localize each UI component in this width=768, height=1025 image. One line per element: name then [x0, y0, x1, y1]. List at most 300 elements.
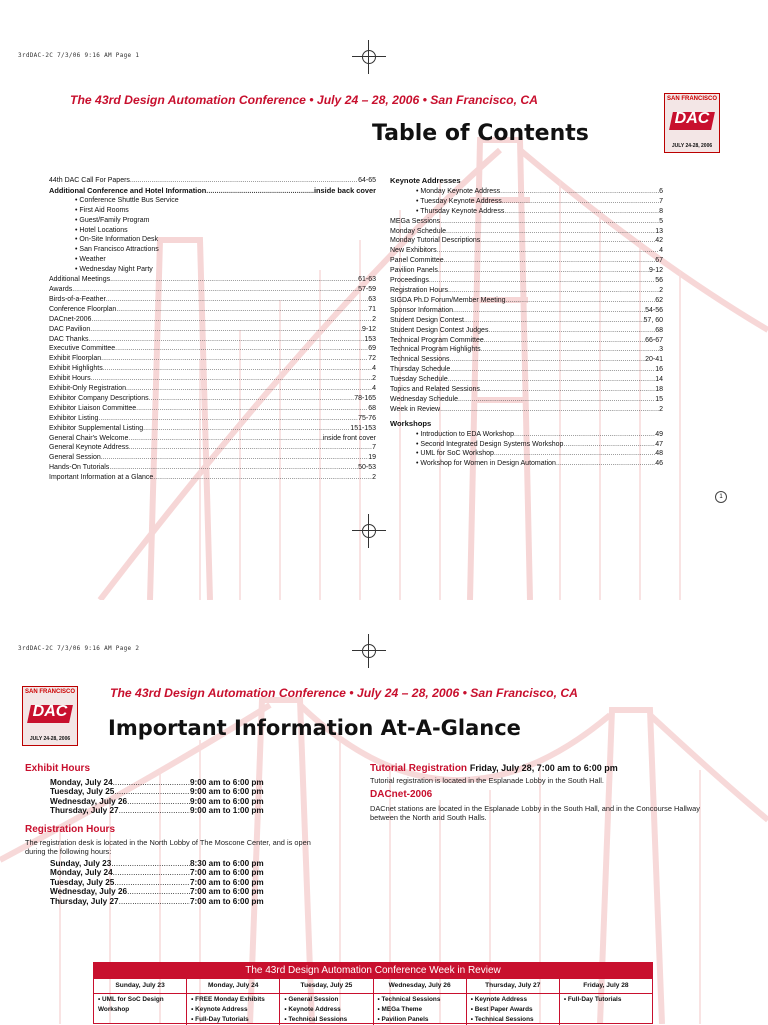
registration-hours-list — [50, 859, 264, 906]
toc-entry-label: Pavilion Panels — [390, 267, 438, 275]
hours-day: Thursday, July 27 ..... — [50, 806, 190, 815]
logo-date-text: JULY 24-28, 2006 — [29, 736, 71, 742]
toc-entry-label: Tuesday Schedule — [390, 376, 448, 384]
toc-leader — [149, 394, 355, 404]
toc-entry-page: 15 — [655, 395, 663, 403]
hours-time: 7:00 am to 6:00 pm — [190, 887, 264, 897]
week-day-header: Monday, July 24 — [187, 979, 279, 994]
week-day-item: • MEGa Theme — [377, 1006, 423, 1013]
toc-entry — [49, 434, 376, 444]
toc-entry — [390, 197, 663, 207]
toc-leader — [444, 256, 656, 266]
toc-entry-page: 2 — [372, 375, 376, 383]
hours-day: Tuesday, July 25 ..... — [50, 878, 190, 887]
toc-entry — [390, 459, 663, 469]
toc-entry-page: 151-153 — [350, 424, 376, 432]
toc-entry — [49, 295, 376, 305]
toc-leader — [72, 285, 358, 295]
toc-entry-label: Monday Tutorial Descriptions — [390, 237, 481, 245]
hours-day: Monday, July 24 ..... — [50, 868, 190, 877]
toc-entry-page: 49 — [655, 430, 663, 438]
dacnet-text: DACnet stations are located in the Esplanade Lobby in the South Hall, and in the Concourse Hallway between the North and South Halls. — [370, 804, 700, 823]
week-day-column — [467, 979, 560, 1025]
toc-entry — [390, 266, 663, 276]
toc-entry-label: Additional Meetings — [49, 276, 111, 284]
hours-time: 9:00 am to 1:00 pm — [190, 806, 264, 816]
toc-leader — [101, 354, 368, 364]
toc-bullet: • First Aid Rooms — [75, 206, 129, 214]
week-day-item: • UML for SoC Design — [98, 996, 164, 1003]
week-day-item: • Full-Day Tutorials — [191, 1016, 249, 1023]
hours-row — [50, 787, 264, 796]
hours-row — [50, 887, 264, 896]
hours-day: Wednesday, July 26 ..... — [50, 887, 190, 896]
toc-entry — [49, 424, 376, 434]
toc-entry-label: Student Design Contest — [390, 316, 464, 324]
toc-entry-label: New Exhibitors — [390, 247, 437, 255]
hours-row — [50, 806, 264, 815]
toc-entry-label: DAC Thanks — [49, 335, 89, 343]
toc-entry-page: 2 — [372, 315, 376, 323]
conference-banner: The 43rd Design Automation Conference • July 24 – 28, 2006 • San Francisco, CA — [110, 686, 578, 700]
week-day-column — [280, 979, 373, 1025]
toc-entry — [49, 344, 376, 354]
toc-leader — [514, 430, 655, 440]
dacnet-heading: DACnet-2006 — [370, 789, 433, 800]
toc-bullet: • Guest/Family Program — [75, 216, 150, 224]
toc-bullet: • On-Site Information Desk — [75, 236, 158, 244]
toc-entry-page: 6 — [659, 187, 663, 195]
toc-leader — [502, 197, 659, 207]
toc-entry-label: MEGa Sessions — [390, 217, 441, 225]
toc-entry-label: Sponsor Information — [390, 306, 454, 314]
toc-entry — [390, 395, 663, 405]
toc-entry — [49, 394, 376, 404]
page-title: Important Information At-A-Glance — [108, 716, 521, 740]
toc-entry — [49, 414, 376, 424]
logo-date-text: JULY 24-28, 2006 — [671, 143, 713, 149]
conference-banner: The 43rd Design Automation Conference • July 24 – 28, 2006 • San Francisco, CA — [70, 93, 538, 107]
week-in-review-table — [93, 962, 653, 1024]
toc-entry — [49, 364, 376, 374]
toc-entry — [49, 335, 376, 345]
toc-entry-label: Registration Hours — [390, 286, 448, 294]
toc-entry — [390, 440, 663, 450]
hours-row — [50, 868, 264, 877]
toc-entry — [390, 316, 663, 326]
toc-entry — [49, 275, 376, 285]
toc-leader — [440, 217, 659, 227]
toc-entry — [390, 246, 663, 256]
week-day-column — [374, 979, 467, 1025]
toc-entry-page: 18 — [655, 386, 663, 394]
toc-entry — [49, 176, 376, 186]
toc-entry-page: 57-59 — [358, 285, 376, 293]
toc-entry — [390, 355, 663, 365]
toc-entry-label: Exhibit-Only Registration — [49, 385, 127, 393]
crop-mark-icon — [358, 46, 380, 68]
toc-entry-page: 13 — [655, 227, 663, 235]
week-day-column — [187, 979, 280, 1025]
toc-left-column — [49, 176, 376, 483]
toc-entry-page: 9-12 — [361, 325, 376, 333]
toc-leader — [136, 404, 368, 414]
toc-leader — [103, 364, 372, 374]
exhibit-hours-heading: Exhibit Hours — [25, 763, 91, 774]
toc-leader — [438, 266, 649, 276]
crop-mark-icon — [358, 640, 380, 662]
toc-entry-label: Student Design Contest Judges — [390, 326, 489, 334]
toc-entry — [390, 276, 663, 286]
toc-workshops-list — [390, 430, 663, 470]
toc-entry — [390, 217, 663, 227]
toc-entry-label: 44th DAC Call For Papers — [49, 177, 130, 184]
toc-entry-label: Hands-On Tutorials — [49, 464, 110, 472]
toc-entry — [390, 345, 663, 355]
toc-entry — [390, 365, 663, 375]
week-day-item: • Technical Sessions — [284, 1016, 348, 1023]
week-columns — [94, 979, 652, 1025]
hours-time: 9:00 am to 6:00 pm — [190, 796, 264, 806]
toc-entry-label: Proceedings — [390, 277, 429, 285]
toc-entry-page: 2 — [659, 405, 663, 413]
hours-row — [50, 778, 264, 787]
toc-entry-label: SIGDA Ph.D Forum/Member Meeting — [390, 296, 506, 304]
toc-entry — [390, 405, 663, 415]
toc-entry-page: 64-65 — [358, 177, 376, 184]
toc-entry — [390, 286, 663, 296]
toc-leader — [106, 295, 368, 305]
toc-leader — [488, 326, 655, 336]
logo-top-text: SAN FRANCISCO — [666, 96, 717, 102]
toc-entry — [49, 325, 376, 335]
hours-row — [50, 797, 264, 806]
toc-entry-page: 4 — [372, 385, 376, 393]
toc-entry-page: 68 — [368, 404, 376, 412]
toc-entry — [390, 326, 663, 336]
toc-entry-page: inside back cover — [313, 185, 376, 195]
toc-entry-label: DAC Pavilion — [49, 325, 91, 333]
hours-time: 9:00 am to 6:00 pm — [190, 787, 264, 797]
week-day-item: • Keynote Address — [470, 996, 528, 1003]
tutorial-when: Friday, July 28, 7:00 am to 6:00 pm — [469, 763, 618, 773]
toc-entry — [390, 207, 663, 217]
toc-entry-label: Wednesday Schedule — [390, 395, 458, 403]
toc-right-column — [390, 175, 663, 469]
toc-entry — [390, 336, 663, 346]
toc-entry-page: 42 — [655, 237, 663, 245]
hours-day: Monday, July 24 ..... — [50, 778, 190, 787]
toc-entry-page: 5 — [659, 217, 663, 225]
toc-entry — [390, 430, 663, 440]
toc-entry — [49, 285, 376, 295]
toc-entry-page: 67 — [655, 257, 663, 265]
toc-entry-label: Awards — [49, 285, 73, 293]
hours-day: Sunday, July 23 ..... — [50, 859, 190, 868]
toc-entry — [49, 453, 376, 463]
week-day-header: Sunday, July 23 — [94, 979, 186, 994]
hours-time: 8:30 am to 6:00 pm — [190, 859, 264, 868]
toc-entry-label: Exhibitor Liaison Committee — [49, 404, 137, 412]
toc-leader — [448, 375, 655, 385]
page-title: Table of Contents — [372, 121, 589, 146]
toc-entry-page: 66-67 — [645, 336, 663, 344]
toc-entry-page: 8 — [659, 207, 663, 215]
toc-leader — [440, 405, 659, 415]
toc-entry — [49, 315, 376, 325]
toc-entry-label: Exhibit Floorplan — [49, 355, 102, 363]
toc-entry-page: 4 — [372, 365, 376, 373]
toc-entry — [49, 305, 376, 315]
toc-entry — [49, 473, 376, 483]
toc-leader — [556, 459, 655, 469]
toc-entry-page: 50-53 — [358, 464, 376, 472]
dac-logo — [664, 93, 720, 153]
toc-leader — [494, 449, 655, 459]
week-day-item: • Full-Day Tutorials — [563, 996, 622, 1003]
toc-entry-page: 54-56 — [645, 306, 663, 314]
logo-mark-text: DAC — [32, 703, 68, 720]
toc-entry — [390, 385, 663, 395]
toc-entry-page: 4 — [659, 247, 663, 255]
page-number: 1 — [715, 491, 727, 503]
week-day-item: • Technical Sessions — [377, 996, 441, 1003]
hours-time: 7:00 am to 6:00 pm — [190, 896, 264, 906]
toc-heading-workshops: Workshops — [390, 418, 432, 428]
toc-entry-label: • Tuesday Keynote Address — [416, 197, 502, 205]
toc-leader — [126, 384, 372, 394]
week-day-header: Tuesday, July 25 — [280, 979, 372, 994]
registration-text: The registration desk is located in the North Lobby of The Moscone Center, and is open during the following hours: — [25, 838, 311, 857]
week-day-item: • Keynote Address — [284, 1006, 341, 1013]
toc-entry-label: Monday Schedule — [390, 227, 447, 235]
toc-entry-label: General Keynote Address — [49, 444, 129, 452]
toc-entry-page: 16 — [655, 366, 663, 374]
toc-right-list — [390, 187, 663, 415]
toc-entry-label: General Session — [49, 454, 101, 462]
toc-leader — [143, 424, 350, 434]
toc-entry-page: 7 — [659, 197, 663, 205]
week-day-item: • Technical Sessions — [470, 1016, 534, 1023]
toc-leader — [98, 414, 358, 424]
toc-entry — [49, 443, 376, 453]
week-day-column — [94, 979, 187, 1025]
hours-time: 7:00 am to 6:00 pm — [190, 877, 264, 887]
toc-leader — [91, 374, 372, 384]
toc-entry-page: 75-76 — [358, 414, 376, 422]
toc-entry-page: 19 — [368, 454, 376, 462]
toc-entry-label: DACnet-2006 — [49, 315, 92, 323]
toc-entry — [49, 384, 376, 394]
toc-entry-page: 7 — [372, 444, 376, 452]
toc-entry — [49, 404, 376, 414]
toc-entry-page: 62 — [655, 296, 663, 304]
toc-leader — [484, 336, 645, 346]
toc-entry — [49, 186, 376, 196]
toc-entry-page: 72 — [368, 355, 376, 363]
toc-leader — [448, 286, 659, 296]
week-day-item: • Keynote Address — [191, 1006, 248, 1013]
toc-entry-label: • UML for SoC Workshop — [416, 450, 494, 458]
toc-leader — [504, 207, 659, 217]
toc-leader — [109, 463, 358, 473]
week-day-column — [560, 979, 652, 1025]
toc-entry-label: Technical Sessions — [390, 356, 450, 364]
tutorial-registration-heading — [370, 763, 618, 774]
toc-entry-page: 3 — [659, 346, 663, 354]
toc-entry-label: Conference Floorplan — [49, 305, 117, 313]
toc-leader — [90, 325, 362, 335]
toc-leader — [437, 246, 659, 256]
toc-entry — [390, 187, 663, 197]
hours-day: Wednesday, July 26 ..... — [50, 797, 190, 806]
toc-entry-label: • Monday Keynote Address — [416, 187, 501, 195]
toc-leader — [450, 365, 655, 375]
toc-bullet: • Hotel Locations — [75, 226, 128, 234]
toc-entry-label: Topics and Related Sessions — [390, 386, 480, 394]
toc-leader — [91, 315, 372, 325]
toc-leader — [450, 355, 646, 365]
toc-leader — [563, 440, 655, 450]
toc-entry — [390, 236, 663, 246]
toc-entry-label: Exhibitor Listing — [49, 414, 99, 422]
toc-leader — [429, 276, 655, 286]
dac-logo — [22, 686, 78, 746]
week-day-header: Friday, July 28 — [560, 979, 652, 994]
toc-leader — [506, 296, 656, 306]
print-slug: 3rdDAC-2C 7/3/06 9:16 AM Page 2 — [18, 645, 140, 652]
toc-entry — [49, 463, 376, 473]
tutorial-title: Tutorial Registration — [370, 763, 468, 774]
week-day-item: • Best Paper Awards — [470, 1006, 533, 1013]
toc-entry-page: 2 — [659, 286, 663, 294]
logo-top-text: SAN FRANCISCO — [24, 689, 75, 695]
toc-entry-page: 78-165 — [354, 394, 376, 402]
print-slug: 3rdDAC-2C 7/3/06 9:16 AM Page 1 — [18, 52, 140, 59]
toc-bullet: • Wednesday Night Party — [75, 266, 153, 274]
toc-bullet: • Weather — [75, 256, 106, 264]
toc-entry-label: Technical Program Committee — [390, 336, 484, 344]
toc-entry-label: Important Information at a Glance — [49, 474, 154, 482]
toc-entry-label: Panel Committee — [390, 257, 444, 265]
toc-entry-label: • Introduction to EDA Workshop — [416, 430, 515, 438]
toc-leader — [129, 443, 372, 453]
toc-entry-label: Week in Review — [390, 405, 441, 413]
toc-entry-label: Exhibit Hours — [49, 375, 91, 383]
toc-leader — [206, 186, 314, 196]
week-day-item: • Pavilion Panels — [377, 1016, 429, 1023]
toc-bullet: • San Francisco Attractions — [75, 246, 159, 254]
toc-leader — [130, 176, 358, 186]
toc-leader — [464, 316, 644, 326]
hours-row — [50, 897, 264, 906]
exhibit-hours-list — [50, 778, 264, 816]
toc-entry-page: 20-41 — [645, 356, 663, 364]
toc-entry-label: Exhibitor Supplemental Listing — [49, 424, 144, 432]
toc-leader — [89, 335, 365, 345]
toc-entry — [390, 227, 663, 237]
toc-entry-page: 9-12 — [648, 267, 663, 275]
toc-entry — [390, 306, 663, 316]
week-day-header: Thursday, July 27 — [467, 979, 559, 994]
hours-time: 7:00 am to 6:00 pm — [190, 868, 264, 878]
toc-entry — [390, 256, 663, 266]
toc-leader — [480, 236, 655, 246]
hours-day: Tuesday, July 25 ..... — [50, 787, 190, 796]
toc-entry-page: 46 — [655, 460, 663, 468]
toc-heading-keynotes: Keynote Addresses — [390, 176, 461, 185]
week-day-item: • FREE Monday Exhibits — [191, 996, 265, 1003]
tutorial-text: Tutorial registration is located in the Esplanade Lobby in the South Hall. — [370, 776, 604, 785]
registration-hours-heading: Registration Hours — [25, 824, 116, 835]
toc-leader — [116, 305, 368, 315]
toc-leader — [115, 344, 368, 354]
toc-entry — [390, 375, 663, 385]
toc-entry-label: Thursday Schedule — [390, 366, 451, 374]
toc-entry-page: 69 — [368, 345, 376, 353]
toc-leader — [110, 275, 358, 285]
hours-row — [50, 878, 264, 887]
toc-entry-page: 14 — [655, 376, 663, 384]
toc-leader — [446, 227, 655, 237]
toc-leader — [153, 473, 372, 483]
toc-entry-page: 57, 60 — [643, 316, 663, 324]
toc-leader — [458, 395, 655, 405]
week-day-item: • General Session — [284, 996, 339, 1003]
week-day-header: Wednesday, July 26 — [374, 979, 466, 994]
toc-entry-page: 47 — [655, 440, 663, 448]
hours-day: Thursday, July 27 ..... — [50, 897, 190, 906]
toc-entry-page: 71 — [368, 305, 376, 313]
toc-leader — [500, 187, 659, 197]
hours-row — [50, 859, 264, 868]
toc-entry-page: 2 — [372, 474, 376, 482]
crop-mark-icon — [358, 520, 380, 542]
toc-entry-label: Technical Program Highlights — [390, 346, 481, 354]
toc-entry-page: 68 — [655, 326, 663, 334]
toc-entry-label: Exhibit Highlights — [49, 365, 103, 373]
toc-entry-page: 61-63 — [358, 276, 376, 284]
toc-entry — [49, 354, 376, 364]
toc-entry-label: • Workshop for Women in Design Automation — [416, 460, 556, 468]
toc-leader — [101, 453, 368, 463]
toc-entry-label: General Chair's Welcome — [49, 434, 129, 442]
toc-entry-label: Birds-of-a-Feather — [49, 295, 106, 303]
toc-entry-label: Executive Committee — [49, 345, 116, 353]
toc-entry — [390, 296, 663, 306]
toc-entry-page: 153 — [364, 335, 376, 343]
toc-entry-page: 48 — [655, 450, 663, 458]
toc-leader — [481, 345, 659, 355]
toc-entry-label: Exhibitor Company Descriptions — [49, 394, 149, 402]
week-in-review-title: The 43rd Design Automation Conference Week in Review — [94, 963, 652, 979]
logo-mark-text: DAC — [674, 110, 710, 127]
toc-entry-page: 63 — [368, 295, 376, 303]
toc-leader — [128, 434, 322, 444]
toc-entry-page: 56 — [655, 277, 663, 285]
toc-leader — [453, 306, 645, 316]
toc-entry-label: • Second Integrated Design Systems Workshop — [416, 440, 564, 448]
toc-entry — [49, 374, 376, 384]
week-day-item: Workshop — [98, 1006, 130, 1013]
hours-time: 9:00 am to 6:00 pm — [190, 778, 264, 787]
toc-leader — [480, 385, 655, 395]
toc-entry-label: Additional Conference and Hotel Information — [49, 185, 207, 195]
toc-bullet: • Conference Shuttle Bus Service — [75, 196, 179, 204]
toc-entry — [390, 449, 663, 459]
toc-entry-page: inside front cover — [322, 434, 376, 442]
toc-entry-label: • Thursday Keynote Address — [416, 207, 505, 215]
